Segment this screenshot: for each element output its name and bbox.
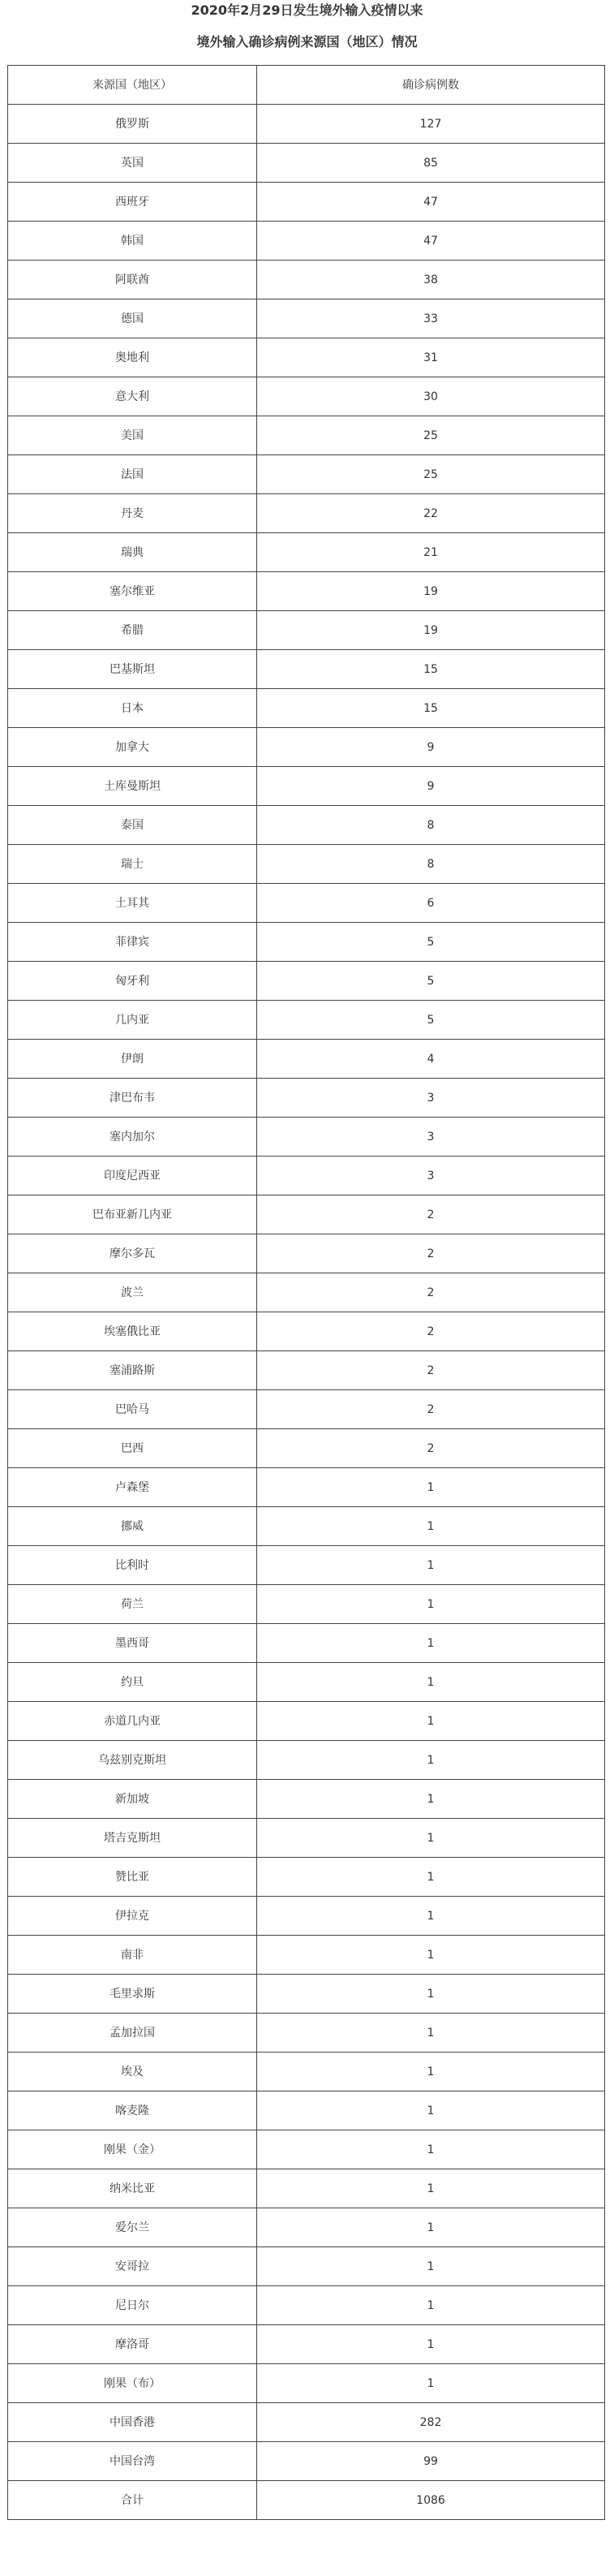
table-row <box>8 1118 605 1157</box>
document-title: 2020年2月29日发生境外输入疫情以来 <box>191 2 423 18</box>
source-region-cell: 比利时 <box>8 1546 257 1585</box>
case-count-cell: 3 <box>257 1079 605 1118</box>
table-row <box>8 494 605 533</box>
case-count-cell: 1 <box>257 1585 605 1624</box>
case-count-cell: 2 <box>257 1312 605 1351</box>
table-row <box>8 1780 605 1819</box>
source-region-cell: 赞比亚 <box>8 1858 257 1897</box>
source-region-cell: 德国 <box>8 299 257 338</box>
source-region-cell: 日本 <box>8 689 257 728</box>
source-region-cell: 瑞典 <box>8 533 257 572</box>
source-region-cell: 韩国 <box>8 222 257 261</box>
source-region-cell: 爱尔兰 <box>8 2208 257 2247</box>
case-count-cell: 1 <box>257 1936 605 1975</box>
source-region-cell: 巴西 <box>8 1429 257 1468</box>
case-count-cell: 5 <box>257 962 605 1001</box>
case-count-cell: 2 <box>257 1429 605 1468</box>
case-count-cell: 8 <box>257 806 605 845</box>
table-row <box>8 1429 605 1468</box>
table-row <box>8 1819 605 1858</box>
source-region-cell: 匈牙利 <box>8 962 257 1001</box>
source-region-cell: 毛里求斯 <box>8 1975 257 2014</box>
case-count-cell: 1 <box>257 2130 605 2169</box>
source-region-cell: 乌兹别克斯坦 <box>8 1741 257 1780</box>
table-row <box>8 1624 605 1663</box>
case-count-cell: 6 <box>257 884 605 923</box>
case-count-cell: 1 <box>257 1468 605 1507</box>
table-row <box>8 1390 605 1429</box>
source-region-cell: 喀麦隆 <box>8 2091 257 2130</box>
case-count-cell: 5 <box>257 1001 605 1040</box>
case-count-cell: 31 <box>257 338 605 377</box>
table-row <box>8 377 605 416</box>
case-count-cell: 47 <box>257 222 605 261</box>
table-row <box>8 1702 605 1741</box>
source-region-cell: 土库曼斯坦 <box>8 767 257 806</box>
table-row <box>8 1975 605 2014</box>
source-region-cell: 巴哈马 <box>8 1390 257 1429</box>
table-row <box>8 1585 605 1624</box>
table-row <box>8 2053 605 2091</box>
case-count-cell: 85 <box>257 144 605 183</box>
table-row <box>8 767 605 806</box>
table-row <box>8 2208 605 2247</box>
table-row <box>8 1001 605 1040</box>
case-count-cell: 1 <box>257 2091 605 2130</box>
table-header-row <box>8 66 605 105</box>
case-count-cell: 30 <box>257 377 605 416</box>
table-row <box>8 183 605 222</box>
table-row <box>8 1157 605 1195</box>
source-region-cell: 荷兰 <box>8 1585 257 1624</box>
source-region-cell: 墨西哥 <box>8 1624 257 1663</box>
source-region-cell: 英国 <box>8 144 257 183</box>
case-count-cell: 9 <box>257 728 605 767</box>
case-count-cell: 1 <box>257 1897 605 1936</box>
table-row <box>8 1507 605 1546</box>
column-header-count: 确诊病例数 <box>257 66 605 105</box>
case-count-cell: 3 <box>257 1157 605 1195</box>
case-count-cell: 2 <box>257 1351 605 1390</box>
case-count-cell: 1 <box>257 1507 605 1546</box>
table-row <box>8 2169 605 2208</box>
table-row <box>8 144 605 183</box>
source-region-cell: 塞内加尔 <box>8 1118 257 1157</box>
case-count-cell: 1 <box>257 2208 605 2247</box>
table-row <box>8 338 605 377</box>
source-region-cell: 几内亚 <box>8 1001 257 1040</box>
table-row <box>8 1234 605 1273</box>
case-count-cell: 2 <box>257 1390 605 1429</box>
source-region-cell: 尼日尔 <box>8 2286 257 2325</box>
source-region-cell: 希腊 <box>8 611 257 650</box>
case-count-cell: 33 <box>257 299 605 338</box>
table-row <box>8 1351 605 1390</box>
source-region-cell: 丹麦 <box>8 494 257 533</box>
source-region-cell: 伊朗 <box>8 1040 257 1079</box>
source-region-cell: 埃及 <box>8 2053 257 2091</box>
source-region-cell: 纳米比亚 <box>8 2169 257 2208</box>
table-row <box>8 1546 605 1585</box>
case-count-cell: 1 <box>257 2286 605 2325</box>
table-row <box>8 611 605 650</box>
source-region-cell: 巴基斯坦 <box>8 650 257 689</box>
source-region-cell: 塞浦路斯 <box>8 1351 257 1390</box>
table-row <box>8 1273 605 1312</box>
table-row <box>8 2403 605 2442</box>
source-region-cell: 合计 <box>8 2481 257 2520</box>
source-region-cell: 巴布亚新几内亚 <box>8 1195 257 1234</box>
case-count-cell: 1 <box>257 1819 605 1858</box>
table-row <box>8 222 605 261</box>
source-region-cell: 波兰 <box>8 1273 257 1312</box>
source-region-cell: 摩洛哥 <box>8 2325 257 2364</box>
table-row <box>8 2247 605 2286</box>
column-header-source: 来源国（地区） <box>8 66 257 105</box>
source-region-cell: 中国香港 <box>8 2403 257 2442</box>
case-count-cell: 282 <box>257 2403 605 2442</box>
table-row <box>8 2091 605 2130</box>
source-region-cell: 刚果（金） <box>8 2130 257 2169</box>
table-title: 境外输入确诊病例来源国（地区）情况 <box>196 34 418 50</box>
table-row <box>8 884 605 923</box>
source-region-cell: 伊拉克 <box>8 1897 257 1936</box>
source-region-cell: 埃塞俄比亚 <box>8 1312 257 1351</box>
source-region-cell: 津巴布韦 <box>8 1079 257 1118</box>
case-count-cell: 1 <box>257 1624 605 1663</box>
table-row <box>8 962 605 1001</box>
source-region-cell: 安哥拉 <box>8 2247 257 2286</box>
case-count-cell: 15 <box>257 689 605 728</box>
table-row <box>8 1079 605 1118</box>
case-count-cell: 2 <box>257 1234 605 1273</box>
source-region-cell: 孟加拉国 <box>8 2014 257 2053</box>
source-region-cell: 加拿大 <box>8 728 257 767</box>
case-count-cell: 1 <box>257 2014 605 2053</box>
case-count-cell: 3 <box>257 1118 605 1157</box>
case-count-cell: 127 <box>257 105 605 144</box>
table-row <box>8 1663 605 1702</box>
case-count-cell: 1 <box>257 2053 605 2091</box>
table-row <box>8 261 605 299</box>
case-count-cell: 38 <box>257 261 605 299</box>
source-region-cell: 法国 <box>8 455 257 494</box>
table-row <box>8 455 605 494</box>
source-region-cell: 泰国 <box>8 806 257 845</box>
table-row <box>8 2364 605 2403</box>
case-count-cell: 1 <box>257 1741 605 1780</box>
table-row <box>8 689 605 728</box>
case-count-cell: 21 <box>257 533 605 572</box>
imported-cases-table <box>7 65 605 2520</box>
table-row <box>8 105 605 144</box>
source-region-cell: 美国 <box>8 416 257 455</box>
source-region-cell: 印度尼西亚 <box>8 1157 257 1195</box>
table-row <box>8 728 605 767</box>
case-count-cell: 2 <box>257 1195 605 1234</box>
source-region-cell: 中国台湾 <box>8 2442 257 2481</box>
source-region-cell: 摩尔多瓦 <box>8 1234 257 1273</box>
table-row <box>8 1312 605 1351</box>
table-row <box>8 1040 605 1079</box>
table-row <box>8 2325 605 2364</box>
case-count-cell: 99 <box>257 2442 605 2481</box>
case-count-cell: 1 <box>257 1975 605 2014</box>
case-count-cell: 25 <box>257 455 605 494</box>
case-count-cell: 1 <box>257 2247 605 2286</box>
table-row <box>8 416 605 455</box>
source-region-cell: 新加坡 <box>8 1780 257 1819</box>
source-region-cell: 意大利 <box>8 377 257 416</box>
table-body <box>8 105 605 2520</box>
table-row <box>8 923 605 962</box>
case-count-cell: 1 <box>257 2169 605 2208</box>
case-count-cell: 5 <box>257 923 605 962</box>
table-row <box>8 1741 605 1780</box>
source-region-cell: 约旦 <box>8 1663 257 1702</box>
table-row <box>8 2481 605 2520</box>
table-row <box>8 1195 605 1234</box>
table-row <box>8 806 605 845</box>
case-count-cell: 1 <box>257 1663 605 1702</box>
source-region-cell: 阿联酋 <box>8 261 257 299</box>
case-count-cell: 2 <box>257 1273 605 1312</box>
source-region-cell: 刚果（布） <box>8 2364 257 2403</box>
case-count-cell: 9 <box>257 767 605 806</box>
case-count-cell: 1086 <box>257 2481 605 2520</box>
case-count-cell: 1 <box>257 2325 605 2364</box>
table-row <box>8 299 605 338</box>
table-row <box>8 2442 605 2481</box>
case-count-cell: 19 <box>257 572 605 611</box>
case-count-cell: 47 <box>257 183 605 222</box>
source-region-cell: 菲律宾 <box>8 923 257 962</box>
case-count-cell: 1 <box>257 2364 605 2403</box>
source-region-cell: 奥地利 <box>8 338 257 377</box>
table-row <box>8 1897 605 1936</box>
case-count-cell: 1 <box>257 1546 605 1585</box>
case-count-cell: 8 <box>257 845 605 884</box>
source-region-cell: 土耳其 <box>8 884 257 923</box>
case-count-cell: 22 <box>257 494 605 533</box>
case-count-cell: 19 <box>257 611 605 650</box>
case-count-cell: 25 <box>257 416 605 455</box>
case-count-cell: 1 <box>257 1858 605 1897</box>
source-region-cell: 西班牙 <box>8 183 257 222</box>
table-row <box>8 650 605 689</box>
case-count-cell: 4 <box>257 1040 605 1079</box>
table-row <box>8 2286 605 2325</box>
table-row <box>8 1468 605 1507</box>
table-row <box>8 2130 605 2169</box>
source-region-cell: 塞尔维亚 <box>8 572 257 611</box>
source-region-cell: 南非 <box>8 1936 257 1975</box>
source-region-cell: 赤道几内亚 <box>8 1702 257 1741</box>
table-row <box>8 1858 605 1897</box>
table-row <box>8 2014 605 2053</box>
source-region-cell: 俄罗斯 <box>8 105 257 144</box>
source-region-cell: 卢森堡 <box>8 1468 257 1507</box>
table-row <box>8 1936 605 1975</box>
case-count-cell: 15 <box>257 650 605 689</box>
case-count-cell: 1 <box>257 1780 605 1819</box>
source-region-cell: 塔吉克斯坦 <box>8 1819 257 1858</box>
source-region-cell: 瑞士 <box>8 845 257 884</box>
table-row <box>8 845 605 884</box>
table-row <box>8 572 605 611</box>
case-count-cell: 1 <box>257 1702 605 1741</box>
source-region-cell: 挪威 <box>8 1507 257 1546</box>
table-row <box>8 533 605 572</box>
